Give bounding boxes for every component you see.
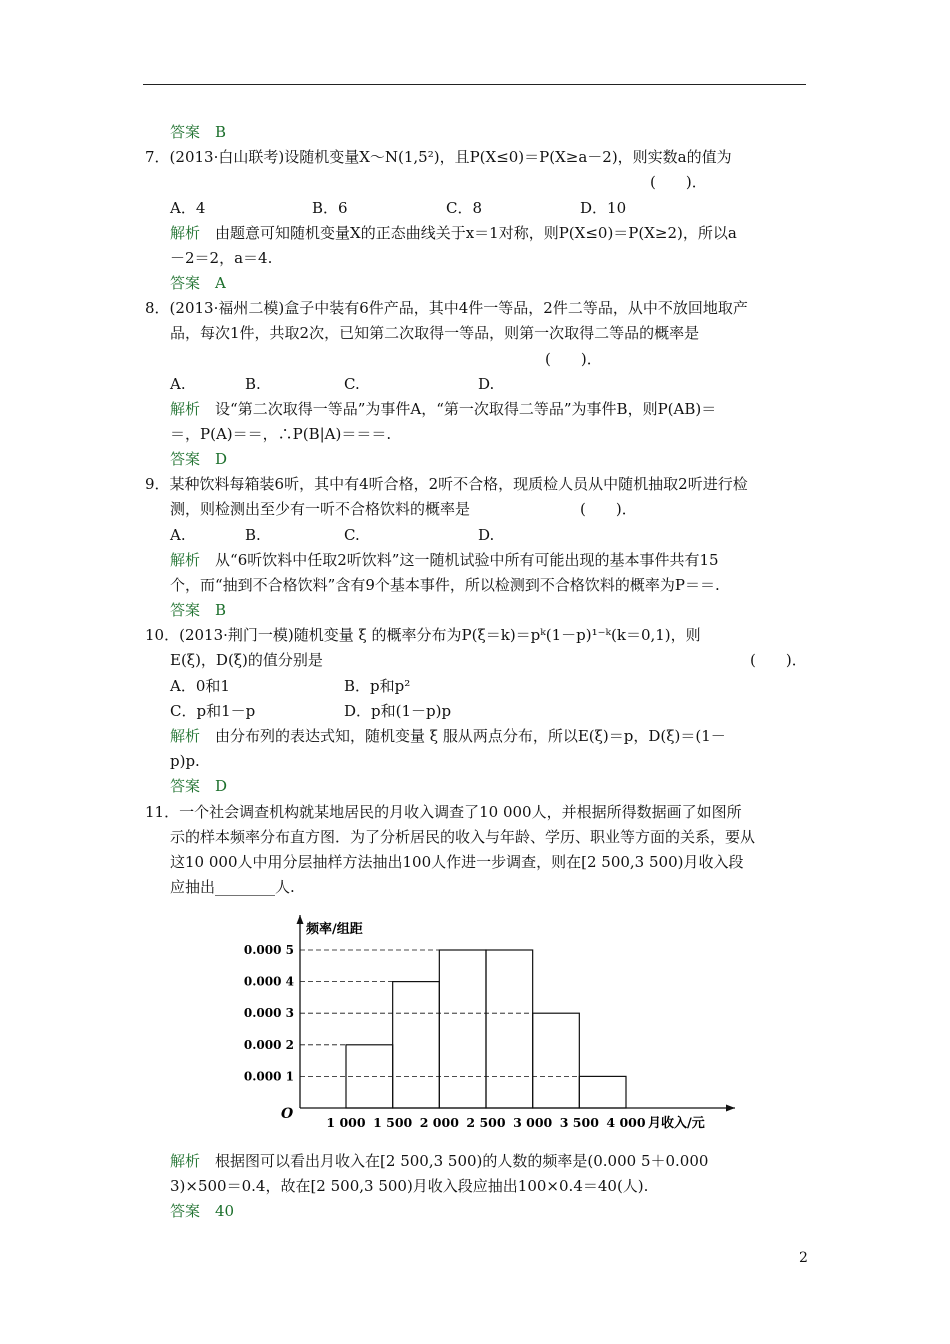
question-7-line1: 7．(2013·白山联考)设随机变量X～N(1,5²)，且P(X≤0)＝P(X≥a－2)，则实数a的值为 <box>145 148 732 166</box>
q9-option-c: C. <box>344 526 360 544</box>
question-10-blank: ( )． <box>750 651 807 669</box>
x-tick-label: 1 500 <box>373 1115 413 1130</box>
jiexi-label: 解析 <box>170 224 201 242</box>
question-11-line2: 示的样本频率分布直方图．为了分析居民的收入与年龄、学历、职业等方面的关系，要从 <box>170 828 756 846</box>
q8-solution-line2: ＝，P(A)＝＝，∴P(B|A)＝＝＝. <box>170 425 392 443</box>
question-8-line1: 8．(2013·福州二模)盒子中装有6件产品，其中4件一等品，2件二等品，从中不放回地取产 <box>145 299 748 317</box>
q10-option-b: B．p和p² <box>344 677 411 695</box>
question-8-blank: ( )． <box>545 350 602 368</box>
question-9-blank: ( )． <box>580 500 637 518</box>
answer-7: 答案 A <box>170 274 226 292</box>
q7-option-d: D．10 <box>580 199 627 217</box>
histogram-bar <box>393 982 440 1108</box>
answer-6: 答案 B <box>170 123 227 141</box>
question-10-line1: 10．(2013·荆门一模)随机变量 ξ 的概率分布为P(ξ＝k)＝pᵏ(1－p)¹⁻ᵏ(k＝0,1)，则 <box>145 626 701 644</box>
q8-option-b: B. <box>245 375 261 393</box>
x-tick-label: 4 000 <box>606 1115 646 1130</box>
q7-option-b: B．6 <box>312 199 348 217</box>
y-axis-arrow <box>297 915 304 924</box>
q8-option-a: A. <box>170 375 186 393</box>
question-11-line3: 这10 000人中用分层抽样方法抽出100人作进一步调查，则在[2 500,3 500)月收入段 <box>170 853 744 871</box>
q7-option-c: C．8 <box>446 199 483 217</box>
q9-solution-line1: 解析 从“6听饮料中任取2听饮料”这一随机试验中所有可能出现的基本事件共有15 <box>170 551 719 569</box>
question-7-blank: ( )． <box>650 173 707 191</box>
q10-option-d: D．p和(1－p)p <box>344 702 452 720</box>
histogram-bar <box>486 950 533 1108</box>
q9-option-a: A. <box>170 526 186 544</box>
q7-option-a: A．4 <box>170 199 206 217</box>
question-11-line4: 应抽出________人. <box>170 878 295 896</box>
x-tick-label: 3 000 <box>513 1115 553 1130</box>
question-9-line1: 9．某种饮料每箱装6听，其中有4听合格，2听不合格，现质检人员从中随机抽取2听进行检 <box>145 475 748 493</box>
y-tick-label: 0.000 2 <box>243 1037 294 1052</box>
q10-option-c: C．p和1－p <box>170 702 256 720</box>
histogram-bar <box>579 1076 626 1108</box>
question-9-line2: 测，则检测出至少有一听不合格饮料的概率是 <box>170 500 471 518</box>
x-axis-arrow <box>726 1105 735 1112</box>
answer-11: 答案 40 <box>170 1202 235 1220</box>
frequency-histogram <box>230 910 750 1140</box>
q10-solution-line2: p)p. <box>170 752 200 770</box>
y-tick-label: 0.000 5 <box>243 943 294 957</box>
x-tick-label: 3 500 <box>559 1115 599 1130</box>
question-10-line2: E(ξ)，D(ξ)的值分别是 <box>170 651 323 669</box>
q8-option-d: D. <box>478 375 495 393</box>
y-axis-label: 频率/组距 <box>306 922 363 937</box>
q10-option-a: A．0和1 <box>170 677 230 695</box>
y-tick-label: 0.000 1 <box>243 1069 294 1084</box>
q9-solution-line2: 个，而“抽到不合格饮料”含有9个基本事件，所以检测到不合格饮料的概率为P＝＝. <box>170 576 720 594</box>
x-axis-label: 月收入/元 <box>648 1116 705 1131</box>
x-tick-label: 2 500 <box>466 1115 506 1130</box>
x-tick-label: 1 000 <box>326 1115 366 1130</box>
q7-solution-line2: －2＝2，a＝4. <box>170 249 273 267</box>
y-tick-label: 0.000 3 <box>243 1006 294 1021</box>
q10-solution-line1: 解析 由分布列的表达式知，随机变量 ξ 服从两点分布，所以E(ξ)＝p，D(ξ)＝(1－ <box>170 727 726 745</box>
q11-solution-line2: 3)×500＝0.4，故在[2 500,3 500)月收入段应抽出100×0.4＝40(人). <box>170 1177 649 1195</box>
answer-9: 答案 B <box>170 601 227 619</box>
q8-option-c: C. <box>344 375 360 393</box>
x-tick-label: 2 000 <box>419 1115 459 1130</box>
header-rule <box>143 84 806 85</box>
y-tick-label: 0.000 4 <box>243 974 294 989</box>
histogram-bar <box>439 950 486 1108</box>
origin-label: O <box>281 1106 294 1122</box>
histogram-bar <box>533 1013 580 1108</box>
question-8-line2: 品，每次1件，共取2次，已知第二次取得一等品，则第一次取得二等品的概率是 <box>170 324 700 342</box>
q11-solution-line1: 解析 根据图可以看出月收入在[2 500,3 500)的人数的频率是(0.000 5＋0.000 <box>170 1152 709 1170</box>
page-number: 2 <box>799 1250 808 1266</box>
q9-option-d: D. <box>478 526 495 544</box>
answer-10: 答案 D <box>170 777 228 795</box>
q7-solution-line1: 解析 由题意可知随机变量X的正态曲线关于x＝1对称，则P(X≤0)＝P(X≥2)，所以a <box>170 224 737 242</box>
q8-solution-line1: 解析 设“第二次取得一等品”为事件A，“第一次取得二等品”为事件B，则P(AB)＝ <box>170 400 717 418</box>
answer-8: 答案 D <box>170 450 228 468</box>
question-11-line1: 11．一个社会调查机构就某地居民的月收入调查了10 000人，并根据所得数据画了如图所 <box>145 803 742 821</box>
q9-option-b: B. <box>245 526 261 544</box>
